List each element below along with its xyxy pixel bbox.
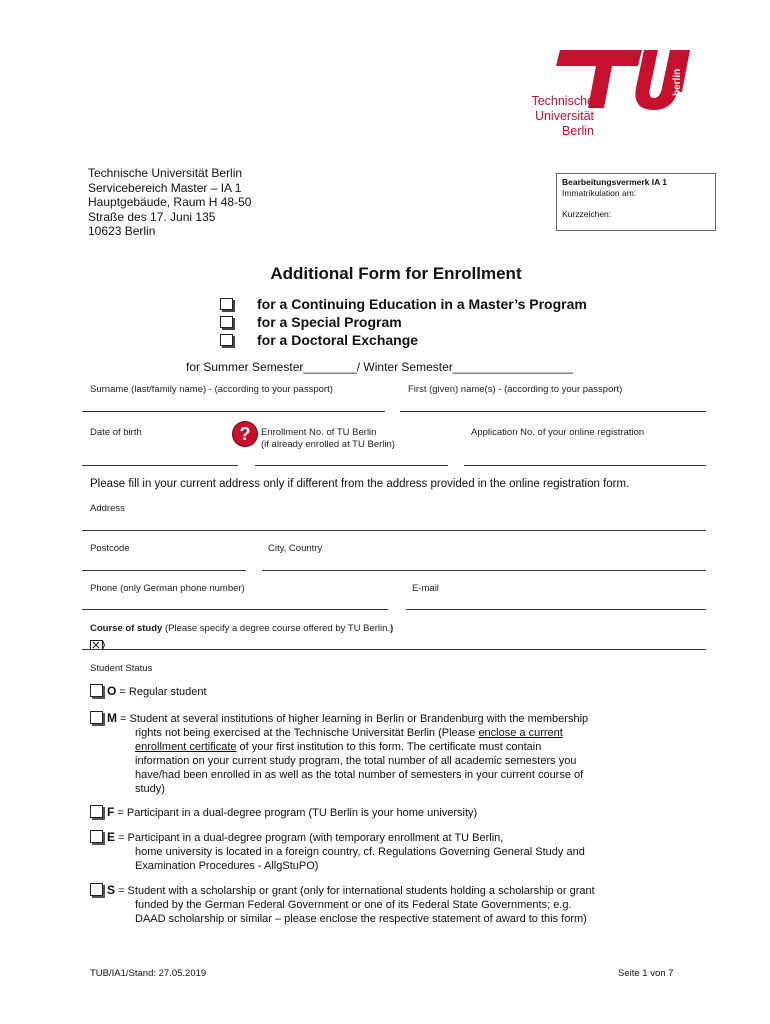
- city-label: City, Country: [268, 543, 323, 554]
- address-line: Technische Universität Berlin: [88, 166, 243, 180]
- status-option-e[interactable]: [90, 830, 585, 873]
- status-option-o[interactable]: [90, 684, 207, 699]
- firstname-label: First (given) name(s) - (according to your passport): [408, 384, 623, 395]
- tu-berlin-logo: [520, 48, 692, 140]
- program-option[interactable]: [220, 331, 587, 349]
- surname-field[interactable]: [82, 411, 385, 412]
- email-label: E-mail: [412, 583, 439, 594]
- status-text: study): [135, 783, 165, 795]
- status-text: have/had been enrolled in as well as the total number of semesters in your current course of: [135, 769, 584, 781]
- status-text: funded by the German Federal Government or one of its Federal State Governments; e.g.: [135, 899, 572, 911]
- student-status-label: Student Status: [90, 663, 153, 674]
- enrollment-label: [261, 427, 395, 450]
- address-line: 10623 Berlin: [88, 224, 156, 238]
- status-code: S: [107, 883, 116, 897]
- email-field[interactable]: [406, 609, 706, 610]
- surname-label: Surname (last/family name) - (according to your passport): [90, 384, 333, 395]
- status-text: Examination Procedures - AllgStuPO): [135, 860, 319, 872]
- program-option[interactable]: [220, 295, 587, 313]
- status-text: = Participant in a dual-degree program (with temporary enrollment at TU Berlin,: [115, 832, 504, 844]
- course-label-close: ): [390, 623, 394, 634]
- status-option-m[interactable]: [90, 711, 588, 796]
- dob-label: Date of birth: [90, 427, 142, 438]
- firstname-field[interactable]: [400, 411, 706, 412]
- semester-line[interactable]: for Summer Semester________/ Winter Semester__________________: [186, 360, 573, 374]
- enrollment-label-line: Enrollment No. of TU Berlin: [261, 427, 377, 438]
- status-text: rights not being exercised at the Technische Universität Berlin (Please: [135, 727, 479, 739]
- status-text: of your first institution to this form. The certificate must contain: [236, 741, 542, 753]
- logo-vertical-text: berlin: [672, 68, 683, 96]
- address-line: Straße des 17. Juni 135: [88, 209, 216, 224]
- status-code: O: [107, 684, 117, 698]
- status-text: home university is located in a foreign country, cf. Regulations Governing General Study and: [135, 846, 585, 858]
- status-text: information on your current study program, the total number of all academic semesters you: [135, 755, 577, 767]
- dropdown-icon[interactable]: [90, 637, 105, 647]
- checkbox-icon[interactable]: [90, 805, 103, 818]
- checkbox-icon[interactable]: [90, 883, 103, 896]
- footer-version: TUB/IA1/Stand: 27.05.2019: [90, 968, 207, 979]
- checkbox-icon[interactable]: [220, 298, 233, 310]
- course-field[interactable]: [82, 649, 706, 650]
- enrollment-field[interactable]: [255, 465, 448, 466]
- course-label: [90, 623, 393, 634]
- checkbox-icon[interactable]: [220, 316, 233, 328]
- status-text: = Student at several institutions of higher learning in Berlin or Brandenburg with the membership: [117, 713, 589, 725]
- office-box-initials: Kurzzeichen:: [562, 209, 612, 219]
- program-label: for a Doctoral Exchange: [257, 332, 419, 348]
- status-code: E: [107, 830, 116, 844]
- status-text: DAAD scholarship or similar – please enclose the respective statement of award to this form): [135, 913, 587, 925]
- checkbox-icon[interactable]: [90, 684, 103, 697]
- program-label: for a Special Program: [257, 314, 402, 330]
- status-text: = Participant in a dual-degree program (TU Berlin is your home university): [114, 807, 478, 819]
- checkbox-icon[interactable]: [90, 711, 103, 724]
- address-note: Please fill in your current address only if different from the address provided in the online registration form.: [90, 478, 630, 490]
- address-label: Address: [90, 503, 125, 514]
- dob-field[interactable]: [82, 465, 238, 466]
- status-option-s[interactable]: [90, 883, 595, 926]
- checkbox-icon[interactable]: [220, 334, 233, 346]
- enrollment-certificate-link: enclose a current: [478, 727, 563, 739]
- status-code: M: [107, 711, 117, 725]
- postcode-field[interactable]: [82, 570, 246, 571]
- logo-line-1: Technische: [531, 94, 594, 108]
- status-text: = Regular student: [116, 686, 207, 698]
- checkbox-icon[interactable]: [90, 830, 103, 843]
- status-code: F: [107, 805, 115, 819]
- footer-page-number: Seite 1 von 7: [618, 968, 674, 979]
- phone-field[interactable]: [82, 609, 388, 610]
- course-label-hint: (Please specify a degree course offered by TU Berlin.: [162, 623, 391, 634]
- status-text: = Student with a scholarship or grant (only for international students holding a scholarship or grant: [115, 885, 595, 897]
- address-field[interactable]: [82, 530, 706, 531]
- office-address: [88, 166, 251, 239]
- address-line: Servicebereich Master – IA 1: [88, 180, 242, 195]
- phone-label: Phone (only German phone number): [90, 583, 245, 594]
- program-option[interactable]: [220, 313, 587, 331]
- form-title: Additional Form for Enrollment: [270, 264, 522, 283]
- office-box-heading: Bearbeitungsvermerk IA 1: [562, 177, 668, 187]
- city-field[interactable]: [262, 570, 706, 571]
- enrollment-certificate-link: enrollment certificate: [135, 741, 237, 753]
- application-no-field[interactable]: [464, 465, 706, 466]
- course-label-bold: Course of study: [90, 623, 163, 634]
- application-no-label: Application No. of your online registration: [471, 427, 645, 438]
- enrollment-label-line: (if already enrolled at TU Berlin): [261, 438, 395, 450]
- office-use-box: [556, 173, 716, 231]
- status-option-f[interactable]: [90, 805, 477, 820]
- logo-wordmark: [520, 94, 594, 139]
- program-label: for a Continuing Education in a Master’s Program: [257, 296, 587, 312]
- logo-line-3: Berlin: [562, 124, 594, 138]
- program-options: [220, 295, 587, 349]
- office-box-immatriculation: Immatrikulation am:: [562, 188, 637, 198]
- help-icon[interactable]: ?: [233, 422, 257, 446]
- postcode-label: Postcode: [90, 543, 130, 554]
- logo-line-2: Universität: [534, 109, 594, 123]
- address-line: Hauptgebäude, Raum H 48-50: [88, 195, 252, 209]
